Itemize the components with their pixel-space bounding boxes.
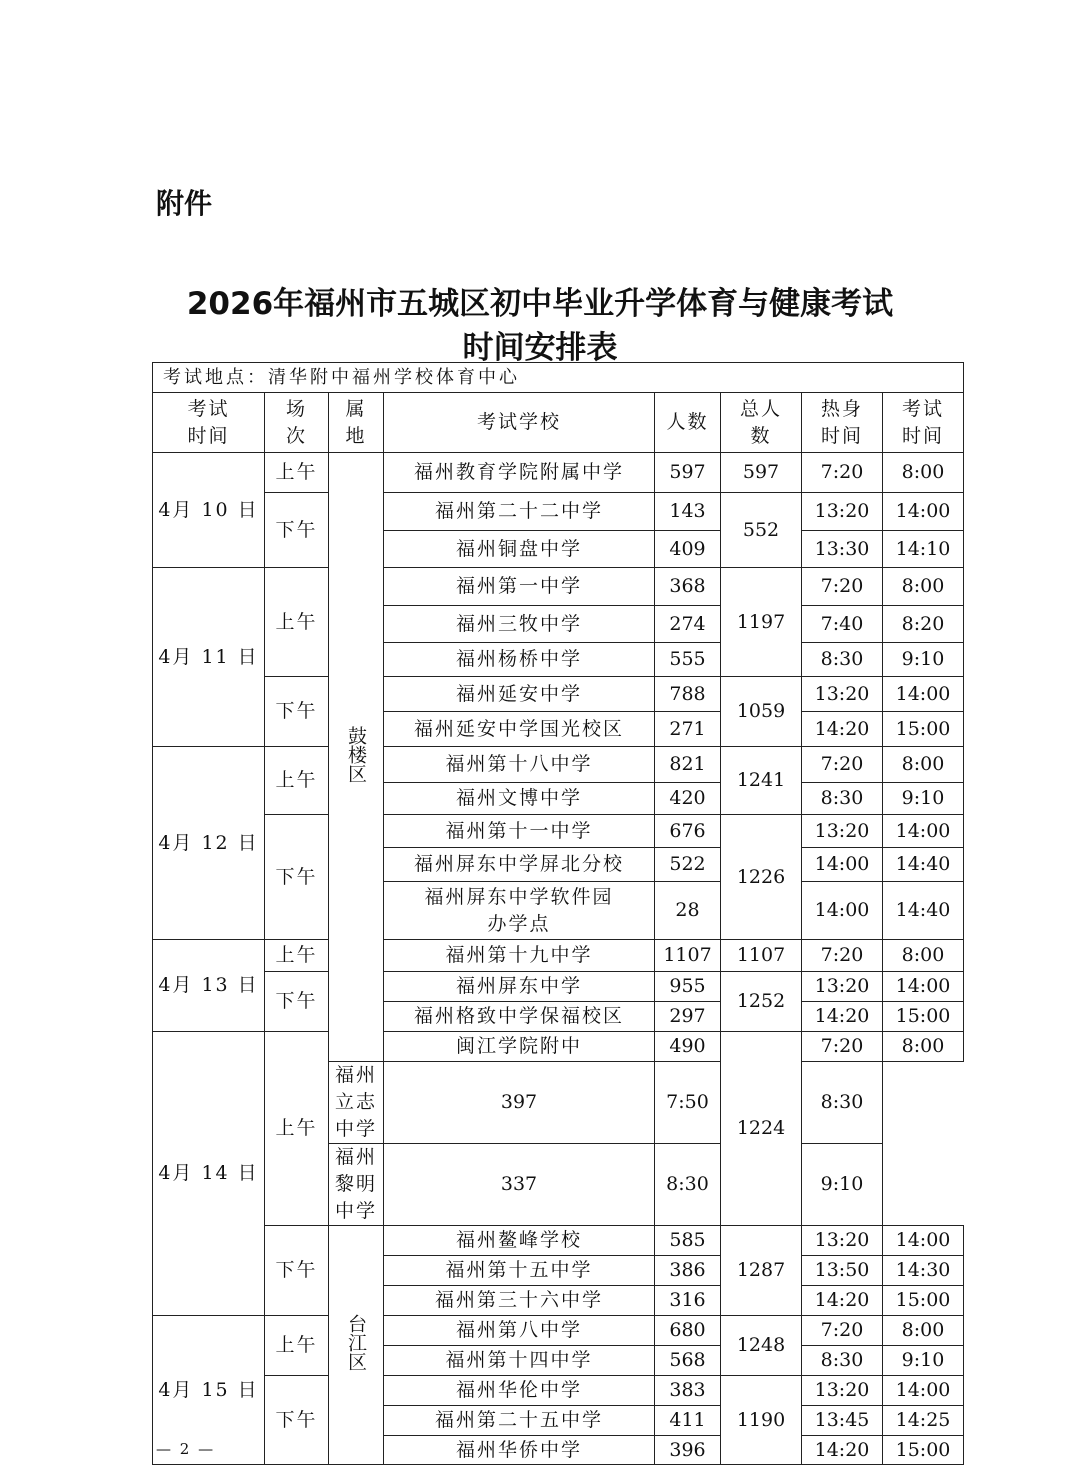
warmup-cell: 7:20 xyxy=(802,940,883,972)
school-cell: 福州第一中学 xyxy=(384,568,655,606)
session-cell: 上午 xyxy=(265,1316,329,1376)
session-cell: 上午 xyxy=(265,1032,329,1226)
exam-cell: 9:10 xyxy=(883,783,964,815)
count-cell: 568 xyxy=(655,1346,721,1376)
warmup-cell: 13:20 xyxy=(802,1376,883,1406)
header-date xyxy=(153,393,265,453)
count-cell: 297 xyxy=(655,1002,721,1032)
count-cell: 28 xyxy=(655,882,721,940)
header-exam xyxy=(883,393,964,453)
table-row xyxy=(153,1316,964,1346)
warmup-cell: 14:00 xyxy=(802,882,883,940)
total-cell: 1197 xyxy=(721,568,802,677)
school-cell: 福州第二十五中学 xyxy=(384,1406,655,1436)
exam-cell: 14:25 xyxy=(883,1406,964,1436)
session-cell: 上午 xyxy=(265,747,329,815)
district-cell xyxy=(329,1226,384,1465)
total-cell: 552 xyxy=(721,493,802,568)
table-row xyxy=(153,568,964,606)
table-row xyxy=(153,815,964,848)
header-district-l1: 属 xyxy=(345,397,367,420)
session-cell: 上午 xyxy=(265,453,329,493)
session-cell: 下午 xyxy=(265,677,329,747)
total-cell: 1224 xyxy=(721,1032,802,1226)
exam-cell: 9:10 xyxy=(883,643,964,677)
exam-cell: 8:00 xyxy=(883,1032,964,1062)
header-warmup-l2: 时间 xyxy=(820,424,863,447)
header-exam-l2: 时间 xyxy=(901,424,944,447)
total-cell: 1107 xyxy=(721,940,802,972)
count-cell: 597 xyxy=(655,453,721,493)
count-cell: 386 xyxy=(655,1256,721,1286)
total-cell: 1190 xyxy=(721,1376,802,1465)
district-cell xyxy=(329,453,384,1062)
warmup-cell: 8:30 xyxy=(655,1144,721,1226)
total-cell: 1287 xyxy=(721,1226,802,1316)
exam-cell: 14:40 xyxy=(883,882,964,940)
warmup-cell: 14:00 xyxy=(802,848,883,882)
count-cell: 409 xyxy=(655,531,721,568)
total-cell: 1241 xyxy=(721,747,802,815)
warmup-cell: 13:20 xyxy=(802,1226,883,1256)
warmup-cell: 8:30 xyxy=(802,1346,883,1376)
session-cell: 下午 xyxy=(265,493,329,568)
table-row xyxy=(153,1226,964,1256)
district-taijiang: 台江区 xyxy=(345,1313,367,1371)
warmup-cell: 14:20 xyxy=(802,712,883,747)
exam-location: 考试地点：清华附中福州学校体育中心 xyxy=(153,363,964,393)
header-warmup-l1: 热身 xyxy=(820,397,863,420)
count-cell: 337 xyxy=(384,1144,655,1226)
warmup-cell: 13:45 xyxy=(802,1406,883,1436)
school-cell: 福州第十四中学 xyxy=(384,1346,655,1376)
count-cell: 676 xyxy=(655,815,721,848)
exam-cell: 15:00 xyxy=(883,1436,964,1465)
school-line2: 办学点 xyxy=(487,912,551,935)
count-cell: 368 xyxy=(655,568,721,606)
school-cell xyxy=(384,882,655,940)
school-cell: 福州延安中学 xyxy=(384,677,655,712)
table-row xyxy=(153,747,964,783)
school-cell: 福州格致中学保福校区 xyxy=(384,1002,655,1032)
exam-cell: 9:10 xyxy=(802,1144,883,1226)
session-cell: 上午 xyxy=(265,568,329,677)
count-cell: 585 xyxy=(655,1226,721,1256)
total-cell: 1248 xyxy=(721,1316,802,1376)
header-date-l2: 时间 xyxy=(187,424,230,447)
header-exam-l1: 考试 xyxy=(901,397,944,420)
warmup-cell: 13:50 xyxy=(802,1256,883,1286)
exam-cell: 8:30 xyxy=(802,1062,883,1144)
session-cell: 下午 xyxy=(265,1226,329,1316)
total-cell: 1059 xyxy=(721,677,802,747)
exam-cell: 15:00 xyxy=(883,712,964,747)
count-cell: 955 xyxy=(655,972,721,1002)
warmup-cell: 7:50 xyxy=(655,1062,721,1144)
exam-cell: 14:00 xyxy=(883,972,964,1002)
date-cell: 4月 11 日 xyxy=(153,568,265,747)
count-cell: 274 xyxy=(655,606,721,643)
count-cell: 680 xyxy=(655,1316,721,1346)
warmup-cell: 7:20 xyxy=(802,1032,883,1062)
header-session-l1: 场 xyxy=(285,397,307,420)
school-cell: 福州第三十六中学 xyxy=(384,1286,655,1316)
header-district-l2: 地 xyxy=(345,424,367,447)
count-cell: 411 xyxy=(655,1406,721,1436)
district-gulou: 鼓楼区 xyxy=(345,725,367,783)
total-cell: 597 xyxy=(721,453,802,493)
warmup-cell: 13:20 xyxy=(802,677,883,712)
count-cell: 143 xyxy=(655,493,721,531)
warmup-cell: 7:40 xyxy=(802,606,883,643)
school-cell: 福州教育学院附属中学 xyxy=(384,453,655,493)
location-row xyxy=(153,363,964,393)
count-cell: 490 xyxy=(655,1032,721,1062)
schedule-table xyxy=(152,362,964,1465)
table-row xyxy=(153,940,964,972)
warmup-cell: 7:20 xyxy=(802,1316,883,1346)
school-cell: 福州第八中学 xyxy=(384,1316,655,1346)
header-district xyxy=(329,393,384,453)
page-subtitle: 时间安排表 xyxy=(462,330,618,366)
warmup-cell: 14:20 xyxy=(802,1286,883,1316)
count-cell: 788 xyxy=(655,677,721,712)
warmup-cell: 14:20 xyxy=(802,1002,883,1032)
exam-cell: 8:00 xyxy=(883,940,964,972)
session-cell: 上午 xyxy=(265,940,329,972)
school-cell: 福州第十一中学 xyxy=(384,815,655,848)
date-cell: 4月 12 日 xyxy=(153,747,265,940)
school-cell: 福州铜盘中学 xyxy=(384,531,655,568)
warmup-cell: 7:20 xyxy=(802,453,883,493)
school-cell: 福州鳌峰学校 xyxy=(384,1226,655,1256)
table-row xyxy=(153,677,964,712)
count-cell: 522 xyxy=(655,848,721,882)
header-total-l2: 数 xyxy=(750,424,772,447)
school-cell: 闽江学院附中 xyxy=(384,1032,655,1062)
warmup-cell: 13:20 xyxy=(802,493,883,531)
school-cell: 福州三牧中学 xyxy=(384,606,655,643)
school-cell: 福州屏东中学 xyxy=(384,972,655,1002)
exam-cell: 8:00 xyxy=(883,1316,964,1346)
page-number: — 2 — xyxy=(156,1440,216,1458)
school-cell: 福州杨桥中学 xyxy=(384,643,655,677)
exam-cell: 14:10 xyxy=(883,531,964,568)
exam-cell: 14:00 xyxy=(883,493,964,531)
school-cell: 福州黎明中学 xyxy=(329,1144,384,1226)
warmup-cell: 14:20 xyxy=(802,1436,883,1465)
exam-cell: 14:00 xyxy=(883,1376,964,1406)
count-cell: 316 xyxy=(655,1286,721,1316)
header-warmup xyxy=(802,393,883,453)
count-cell: 271 xyxy=(655,712,721,747)
warmup-cell: 13:30 xyxy=(802,531,883,568)
count-cell: 397 xyxy=(384,1062,655,1144)
count-cell: 821 xyxy=(655,747,721,783)
date-cell: 4月 13 日 xyxy=(153,940,265,1032)
header-session-l2: 次 xyxy=(285,424,307,447)
school-cell: 福州延安中学国光校区 xyxy=(384,712,655,747)
exam-cell: 14:00 xyxy=(883,1226,964,1256)
count-cell: 1107 xyxy=(655,940,721,972)
exam-cell: 8:20 xyxy=(883,606,964,643)
date-cell: 4月 10 日 xyxy=(153,453,265,568)
exam-cell: 8:00 xyxy=(883,747,964,783)
session-cell: 下午 xyxy=(265,815,329,940)
count-cell: 420 xyxy=(655,783,721,815)
exam-cell: 14:30 xyxy=(883,1256,964,1286)
header-total xyxy=(721,393,802,453)
school-cell: 福州华侨中学 xyxy=(384,1436,655,1465)
table-row xyxy=(153,1032,964,1062)
warmup-cell: 8:30 xyxy=(802,643,883,677)
header-row xyxy=(153,393,964,453)
header-school: 考试学校 xyxy=(384,393,655,453)
total-cell: 1252 xyxy=(721,972,802,1032)
count-cell: 396 xyxy=(655,1436,721,1465)
warmup-cell: 7:20 xyxy=(802,747,883,783)
exam-cell: 9:10 xyxy=(883,1346,964,1376)
date-cell: 4月 15 日 xyxy=(153,1316,265,1465)
table-row xyxy=(153,493,964,531)
school-cell: 福州第十九中学 xyxy=(384,940,655,972)
exam-cell: 14:40 xyxy=(883,848,964,882)
header-total-l1: 总人 xyxy=(739,397,782,420)
exam-cell: 14:00 xyxy=(883,815,964,848)
school-cell: 福州立志中学 xyxy=(329,1062,384,1144)
count-cell: 383 xyxy=(655,1376,721,1406)
school-cell: 福州华伦中学 xyxy=(384,1376,655,1406)
school-cell: 福州第十五中学 xyxy=(384,1256,655,1286)
session-cell: 下午 xyxy=(265,1376,329,1465)
attachment-label: 附件 xyxy=(156,187,213,220)
school-cell: 福州第十八中学 xyxy=(384,747,655,783)
school-cell: 福州文博中学 xyxy=(384,783,655,815)
count-cell: 555 xyxy=(655,643,721,677)
header-session xyxy=(265,393,329,453)
school-cell: 福州屏东中学屏北分校 xyxy=(384,848,655,882)
school-line1: 福州屏东中学软件园 xyxy=(424,885,614,908)
session-cell: 下午 xyxy=(265,972,329,1032)
table-row xyxy=(153,453,964,493)
page-title: 2026年福州市五城区初中毕业升学体育与健康考试 xyxy=(186,286,894,322)
warmup-cell: 13:20 xyxy=(802,815,883,848)
exam-cell: 8:00 xyxy=(883,568,964,606)
table-row xyxy=(153,1376,964,1406)
header-count: 人数 xyxy=(655,393,721,453)
exam-cell: 15:00 xyxy=(883,1002,964,1032)
warmup-cell: 13:20 xyxy=(802,972,883,1002)
exam-cell: 15:00 xyxy=(883,1286,964,1316)
table-row xyxy=(153,972,964,1002)
warmup-cell: 7:20 xyxy=(802,568,883,606)
header-date-l1: 考试 xyxy=(187,397,230,420)
warmup-cell: 8:30 xyxy=(802,783,883,815)
exam-cell: 14:00 xyxy=(883,677,964,712)
total-cell: 1226 xyxy=(721,815,802,940)
date-cell: 4月 14 日 xyxy=(153,1032,265,1316)
exam-cell: 8:00 xyxy=(883,453,964,493)
school-cell: 福州第二十二中学 xyxy=(384,493,655,531)
